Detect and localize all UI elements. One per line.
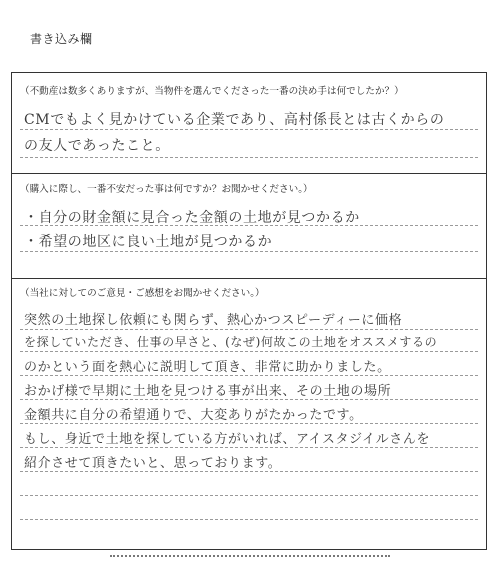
answer-line: 突然の土地探し依頼にも関らず、熱心かつスピーディーに価格 bbox=[24, 313, 403, 328]
ruled-line bbox=[20, 225, 478, 226]
ruled-line bbox=[20, 329, 478, 330]
ruled-line bbox=[20, 519, 478, 520]
answer-line: ・自分の財金額に見合った金額の土地が見つかるか bbox=[24, 210, 360, 226]
answer-line: 金額共に自分の希望通りで、大変ありがたかったです。 bbox=[24, 408, 363, 423]
comment-form bbox=[11, 72, 487, 550]
ruled-line bbox=[20, 471, 478, 472]
question-feedback: （当社に対してのご意見・ご感想をお聞かせください。） bbox=[20, 288, 265, 299]
answer-line: を探していただき、仕事の早さと、(なぜ)何故この土地をオススメするの bbox=[24, 335, 438, 349]
ruled-line bbox=[20, 423, 478, 424]
ruled-line bbox=[20, 447, 478, 448]
answer-line: 紹介させて頂きたいと、思っております。 bbox=[24, 456, 282, 471]
question-deciding-factor: （不動産は数多くありますが、当物件を選んでくださった一番の決め手は何でしたか？） bbox=[20, 86, 404, 97]
answer-line: の友人であったこと。 bbox=[24, 138, 170, 154]
form-title: 書き込み欄 bbox=[30, 32, 93, 46]
answer-line: おかげ様で早期に土地を見つける事が出来、その土地の場所 bbox=[24, 384, 392, 399]
ruled-line bbox=[20, 495, 478, 496]
ruled-line bbox=[20, 251, 478, 252]
answer-line: ・希望の地区に良い土地が見つかるか bbox=[24, 234, 273, 250]
cut-off-footer bbox=[110, 555, 390, 565]
section-divider bbox=[12, 278, 486, 279]
ruled-line bbox=[20, 157, 478, 158]
section-divider bbox=[12, 173, 486, 174]
ruled-line bbox=[20, 399, 478, 400]
question-concern: （購入に際し、一番不安だった事は何ですか？お聞かせください。） bbox=[20, 184, 313, 195]
ruled-line bbox=[20, 351, 478, 352]
answer-line: CMでもよく見かけている企業であり、高村係長とは古くからの bbox=[24, 112, 445, 128]
ruled-line bbox=[20, 375, 478, 376]
answer-line: のかという面を熱心に説明して頂き、非常に助かりました。 bbox=[24, 360, 391, 375]
answer-line: もし、身近で土地を探している方がいれば、アイスタジイルさんを bbox=[24, 432, 431, 447]
ruled-line bbox=[20, 129, 478, 130]
